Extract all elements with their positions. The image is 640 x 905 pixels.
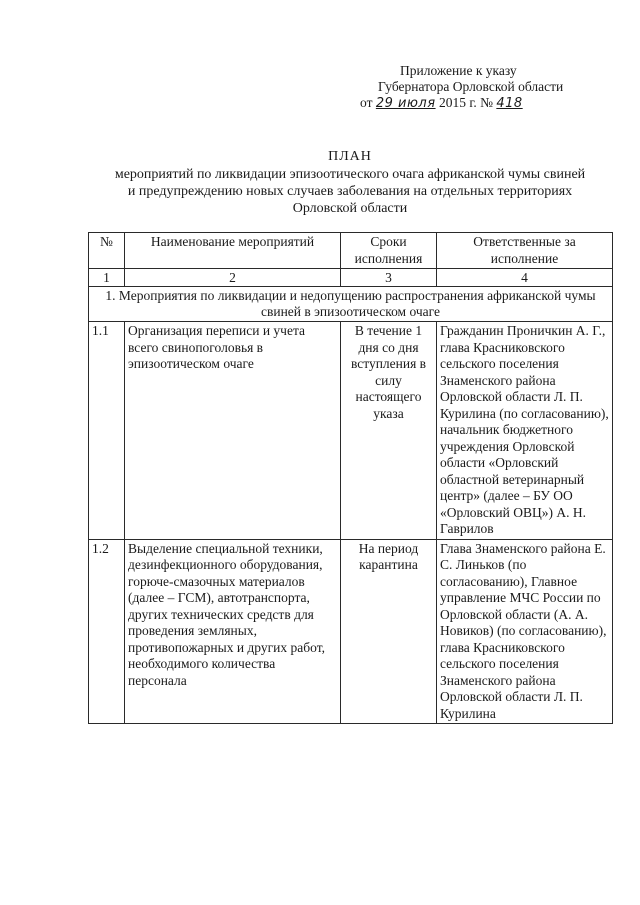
appendix-line-3 [360, 95, 620, 112]
plan-heading: ПЛАН [328, 149, 372, 164]
plan-table [88, 232, 613, 724]
header-term: Сроки исполнения [341, 233, 437, 269]
handwritten-date: 29 июля [375, 96, 436, 111]
row-number: 1.1 [89, 322, 125, 540]
header-name: Наименование мероприятий [125, 233, 341, 269]
row-term: На период карантина [341, 539, 437, 724]
col-number: 3 [341, 269, 437, 287]
row-name: Выделение специальной техники, дезинфекционного оборудования, горюче-смазочных материалов (далее – ГСМ), автотранспорта, других технических средств для проведения земляных, противопожарных и других работ, необходимого количества персонала [125, 539, 341, 724]
col-number: 4 [437, 269, 613, 287]
handwritten-number: 418 [496, 96, 523, 111]
section-title: 1. Мероприятия по ликвидации и недопущению распространения африканской чумы свиней в эпизоотическом очаге [89, 287, 613, 322]
table-row [89, 539, 613, 724]
header-num: № [89, 233, 125, 269]
table-header-row [89, 233, 613, 269]
row-term: В течение 1 дня со дня вступления в силу настоящего указа [341, 322, 437, 540]
appendix-line-1: Приложение к указу [400, 63, 517, 78]
col-number: 1 [89, 269, 125, 287]
row-number: 1.2 [89, 539, 125, 724]
appendix-line-2: Губернатора Орловской области [378, 79, 564, 94]
year-and-number-label: 2015 г. № [438, 95, 493, 110]
appendix-block [360, 63, 620, 112]
row-name: Организация переписи и учета всего свинопоголовья в эпизоотическом очаге [125, 322, 341, 540]
table-row [89, 322, 613, 540]
row-responsible: Гражданин Проничкин А. Г., глава Красниковского сельского поселения Знаменского района Орловской области Л. П. Курилина (по согласованию), начальник бюджетного учреждения Орловской области «Орловский областной ветеринарный центр» (далее – БУ ОО «Орловский ОВЦ») А. Н. Гаврилов [437, 322, 613, 540]
header-responsible: Ответственные за исполнение [437, 233, 613, 269]
col-number: 2 [125, 269, 341, 287]
document-title [110, 148, 590, 217]
column-number-row [89, 269, 613, 287]
row-responsible: Глава Знаменского района Е. С. Линьков (по согласованию), Главное управление МЧС России по Орловской области (А. А. Новиков) (по согласованию), глава Красниковского сельского поселения Знаменского района Орловской области Л. П. Курилина [437, 539, 613, 724]
date-prefix: от [360, 95, 373, 110]
section-row [89, 287, 613, 322]
plan-subtitle: мероприятий по ликвидации эпизоотического очага африканской чумы свиней и предупреждению новых случаев заболевания на отдельных территориях Орловской области [114, 167, 586, 216]
